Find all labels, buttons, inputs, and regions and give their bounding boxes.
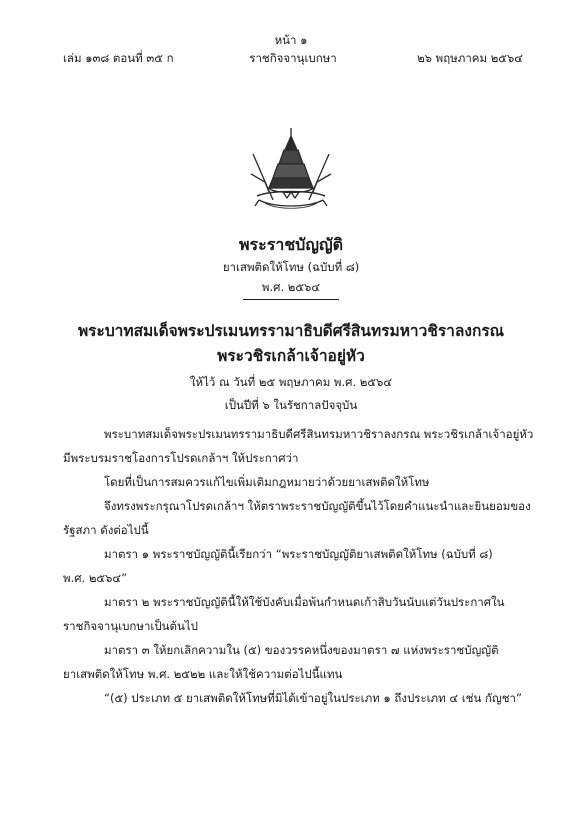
page-number: หน้า ๑ xyxy=(274,33,308,47)
enactment-line-1: จึงทรงพระกรุณาโปรดเกล้าฯ ให้ตราพระราชบัญญัติขึ้นไว้โดยคำแนะนำและยินยอมของ xyxy=(104,499,531,513)
enactment-line-2: รัฐสภา ดังต่อไปนี้ xyxy=(63,523,149,537)
preamble-line-2: มีพระบรมราชโองการโปรดเกล้าฯ ให้ประกาศว่า xyxy=(63,451,299,465)
section-3-line-1: มาตรา ๓ ให้ยกเลิกความใน (๕) ของวรรคหนึ่งของมาตรา ๗ แห่งพระราชบัญญัติ xyxy=(104,643,499,657)
act-year: พ.ศ. ๒๕๖๔ xyxy=(261,280,321,294)
king-name-line-1: พระบาทสมเด็จพระปรเมนทรรามาธิบดีศรีสินทรมหาวชิราลงกรณ xyxy=(77,322,505,340)
reason-paragraph: โดยที่เป็นการสมควรแก้ไขเพิ่มเติมกฎหมายว่าด้วยยาเสพติดให้โทษ xyxy=(104,475,430,489)
given-date: ให้ไว้ ณ วันที่ ๒๕ พฤษภาคม พ.ศ. ๒๕๖๔ xyxy=(189,375,393,389)
section-3-line-2: ยาเสพติดให้โทษ พ.ศ. ๒๕๒๒ และให้ใช้ความต่อไปนี้แทน xyxy=(63,667,343,681)
royal-crown-emblem-icon xyxy=(243,126,339,218)
act-title: พระราชบัญญัติ xyxy=(239,235,343,254)
section-1-line-2: พ.ศ. ๒๕๖๔” xyxy=(63,571,128,585)
reign-year: เป็นปีที่ ๖ ในรัชกาลปัจจุบัน xyxy=(224,398,358,412)
publication-date: ๒๖ พฤษภาคม ๒๕๖๔ xyxy=(417,51,523,65)
preamble-line-1: พระบาทสมเด็จพระปรเมนทรรามาธิบดีศรีสินทรมหาวชิราลงกรณ พระวชิรเกล้าเจ้าอยู่หัว xyxy=(104,427,534,441)
act-subtitle: ยาเสพติดให้โทษ (ฉบับที่ ๘) xyxy=(222,260,360,274)
section-3-amendment-text: “(๕) ประเภท ๕ ยาเสพติดให้โทษที่มิได้เข้าอยู่ในประเภท ๑ ถึงประเภท ๔ เช่น กัญชา” xyxy=(104,691,522,705)
title-divider xyxy=(243,299,339,300)
section-2-line-2: ราชกิจจานุเบกษาเป็นต้นไป xyxy=(63,619,198,633)
volume-issue: เล่ม ๑๓๘ ตอนที่ ๓๕ ก xyxy=(63,51,174,65)
king-name-line-2: พระวชิรเกล้าเจ้าอยู่หัว xyxy=(217,347,365,365)
gazette-name: ราชกิจจานุเบกษา xyxy=(249,51,337,65)
section-2-line-1: มาตรา ๒ พระราชบัญญัตินี้ให้ใช้บังคับเมื่อพ้นกำหนดเก้าสิบวันนับแต่วันประกาศใน xyxy=(104,595,505,609)
section-1-line-1: มาตรา ๑ พระราชบัญญัตินี้เรียกว่า “พระราชบัญญัติยาเสพติดให้โทษ (ฉบับที่ ๘) xyxy=(104,547,493,561)
